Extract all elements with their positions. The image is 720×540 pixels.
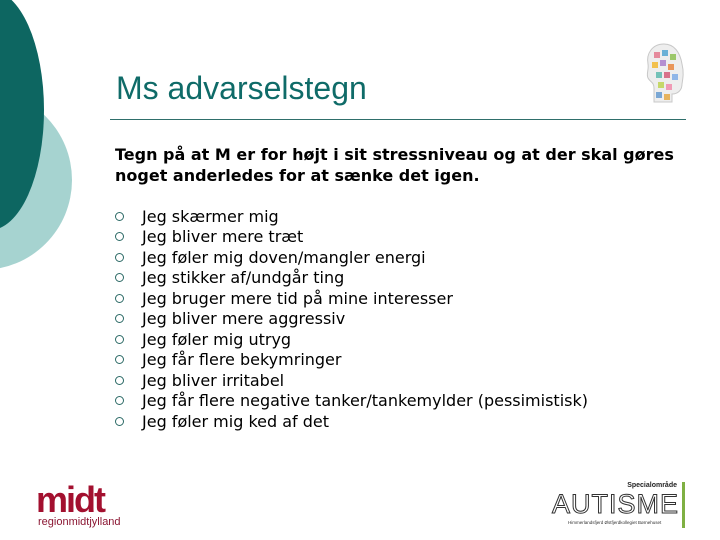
warning-signs-list bbox=[115, 206, 675, 432]
bullet-circle-icon bbox=[115, 232, 124, 241]
list-item bbox=[115, 288, 675, 309]
bullet-circle-icon bbox=[115, 314, 124, 323]
list-item bbox=[115, 411, 675, 432]
bullet-circle-icon bbox=[115, 355, 124, 364]
list-item-text: Jeg får flere negative tanker/tankemylder (pessimistisk) bbox=[142, 391, 588, 411]
bullet-circle-icon bbox=[115, 376, 124, 385]
list-item bbox=[115, 227, 675, 248]
list-item-text: Jeg stikker af/undgår ting bbox=[142, 268, 345, 288]
intro-text: Tegn på at M er for højt i sit stressniveau og at der skal gøres noget anderledes for at sænke det igen. bbox=[115, 145, 674, 185]
list-item bbox=[115, 206, 675, 227]
bullet-circle-icon bbox=[115, 335, 124, 344]
bullet-circle-icon bbox=[115, 294, 124, 303]
bullet-circle-icon bbox=[115, 273, 124, 282]
region-midtjylland-logo bbox=[36, 479, 146, 532]
autisme-logo-wordmark: AUTISME bbox=[552, 489, 680, 519]
decorative-circles bbox=[0, 0, 110, 320]
list-item bbox=[115, 309, 675, 330]
autisme-logo-department: Specialområde bbox=[627, 482, 677, 489]
autisme-logo-subtitle: Himmerlandsfjerd Østfjerdkollegiet Børnehuset bbox=[568, 520, 662, 525]
list-item-text: Jeg bliver irritabel bbox=[142, 370, 285, 390]
midt-logo-wordmark: midt bbox=[36, 479, 104, 520]
list-item-text: Jeg føler mig utryg bbox=[142, 329, 292, 349]
specialomraade-autisme-logo bbox=[550, 480, 685, 530]
list-item-text: Jeg føler mig ked af det bbox=[142, 411, 330, 431]
list-item bbox=[115, 268, 675, 289]
bullet-circle-icon bbox=[115, 212, 124, 221]
list-item bbox=[115, 370, 675, 391]
list-item-text: Jeg bliver mere aggressiv bbox=[142, 309, 346, 329]
midt-logo-subtitle: regionmidtjylland bbox=[38, 516, 121, 528]
head-puzzle-logo bbox=[642, 42, 686, 112]
title-divider bbox=[110, 119, 686, 120]
slide-title: Ms advarselstegn bbox=[116, 70, 367, 106]
list-item bbox=[115, 391, 675, 412]
bullet-circle-icon bbox=[115, 396, 124, 405]
list-item-text: Jeg skærmer mig bbox=[142, 206, 279, 226]
bullet-circle-icon bbox=[115, 417, 124, 426]
list-item-text: Jeg får flere bekymringer bbox=[142, 350, 342, 370]
bullet-circle-icon bbox=[115, 253, 124, 262]
list-item-text: Jeg bruger mere tid på mine interesser bbox=[142, 288, 453, 308]
autisme-logo-green-bar bbox=[682, 482, 685, 528]
list-item bbox=[115, 247, 675, 268]
list-item bbox=[115, 350, 675, 371]
list-item bbox=[115, 329, 675, 350]
list-item-text: Jeg bliver mere træt bbox=[142, 227, 304, 247]
list-item-text: Jeg føler mig doven/mangler energi bbox=[142, 247, 426, 267]
